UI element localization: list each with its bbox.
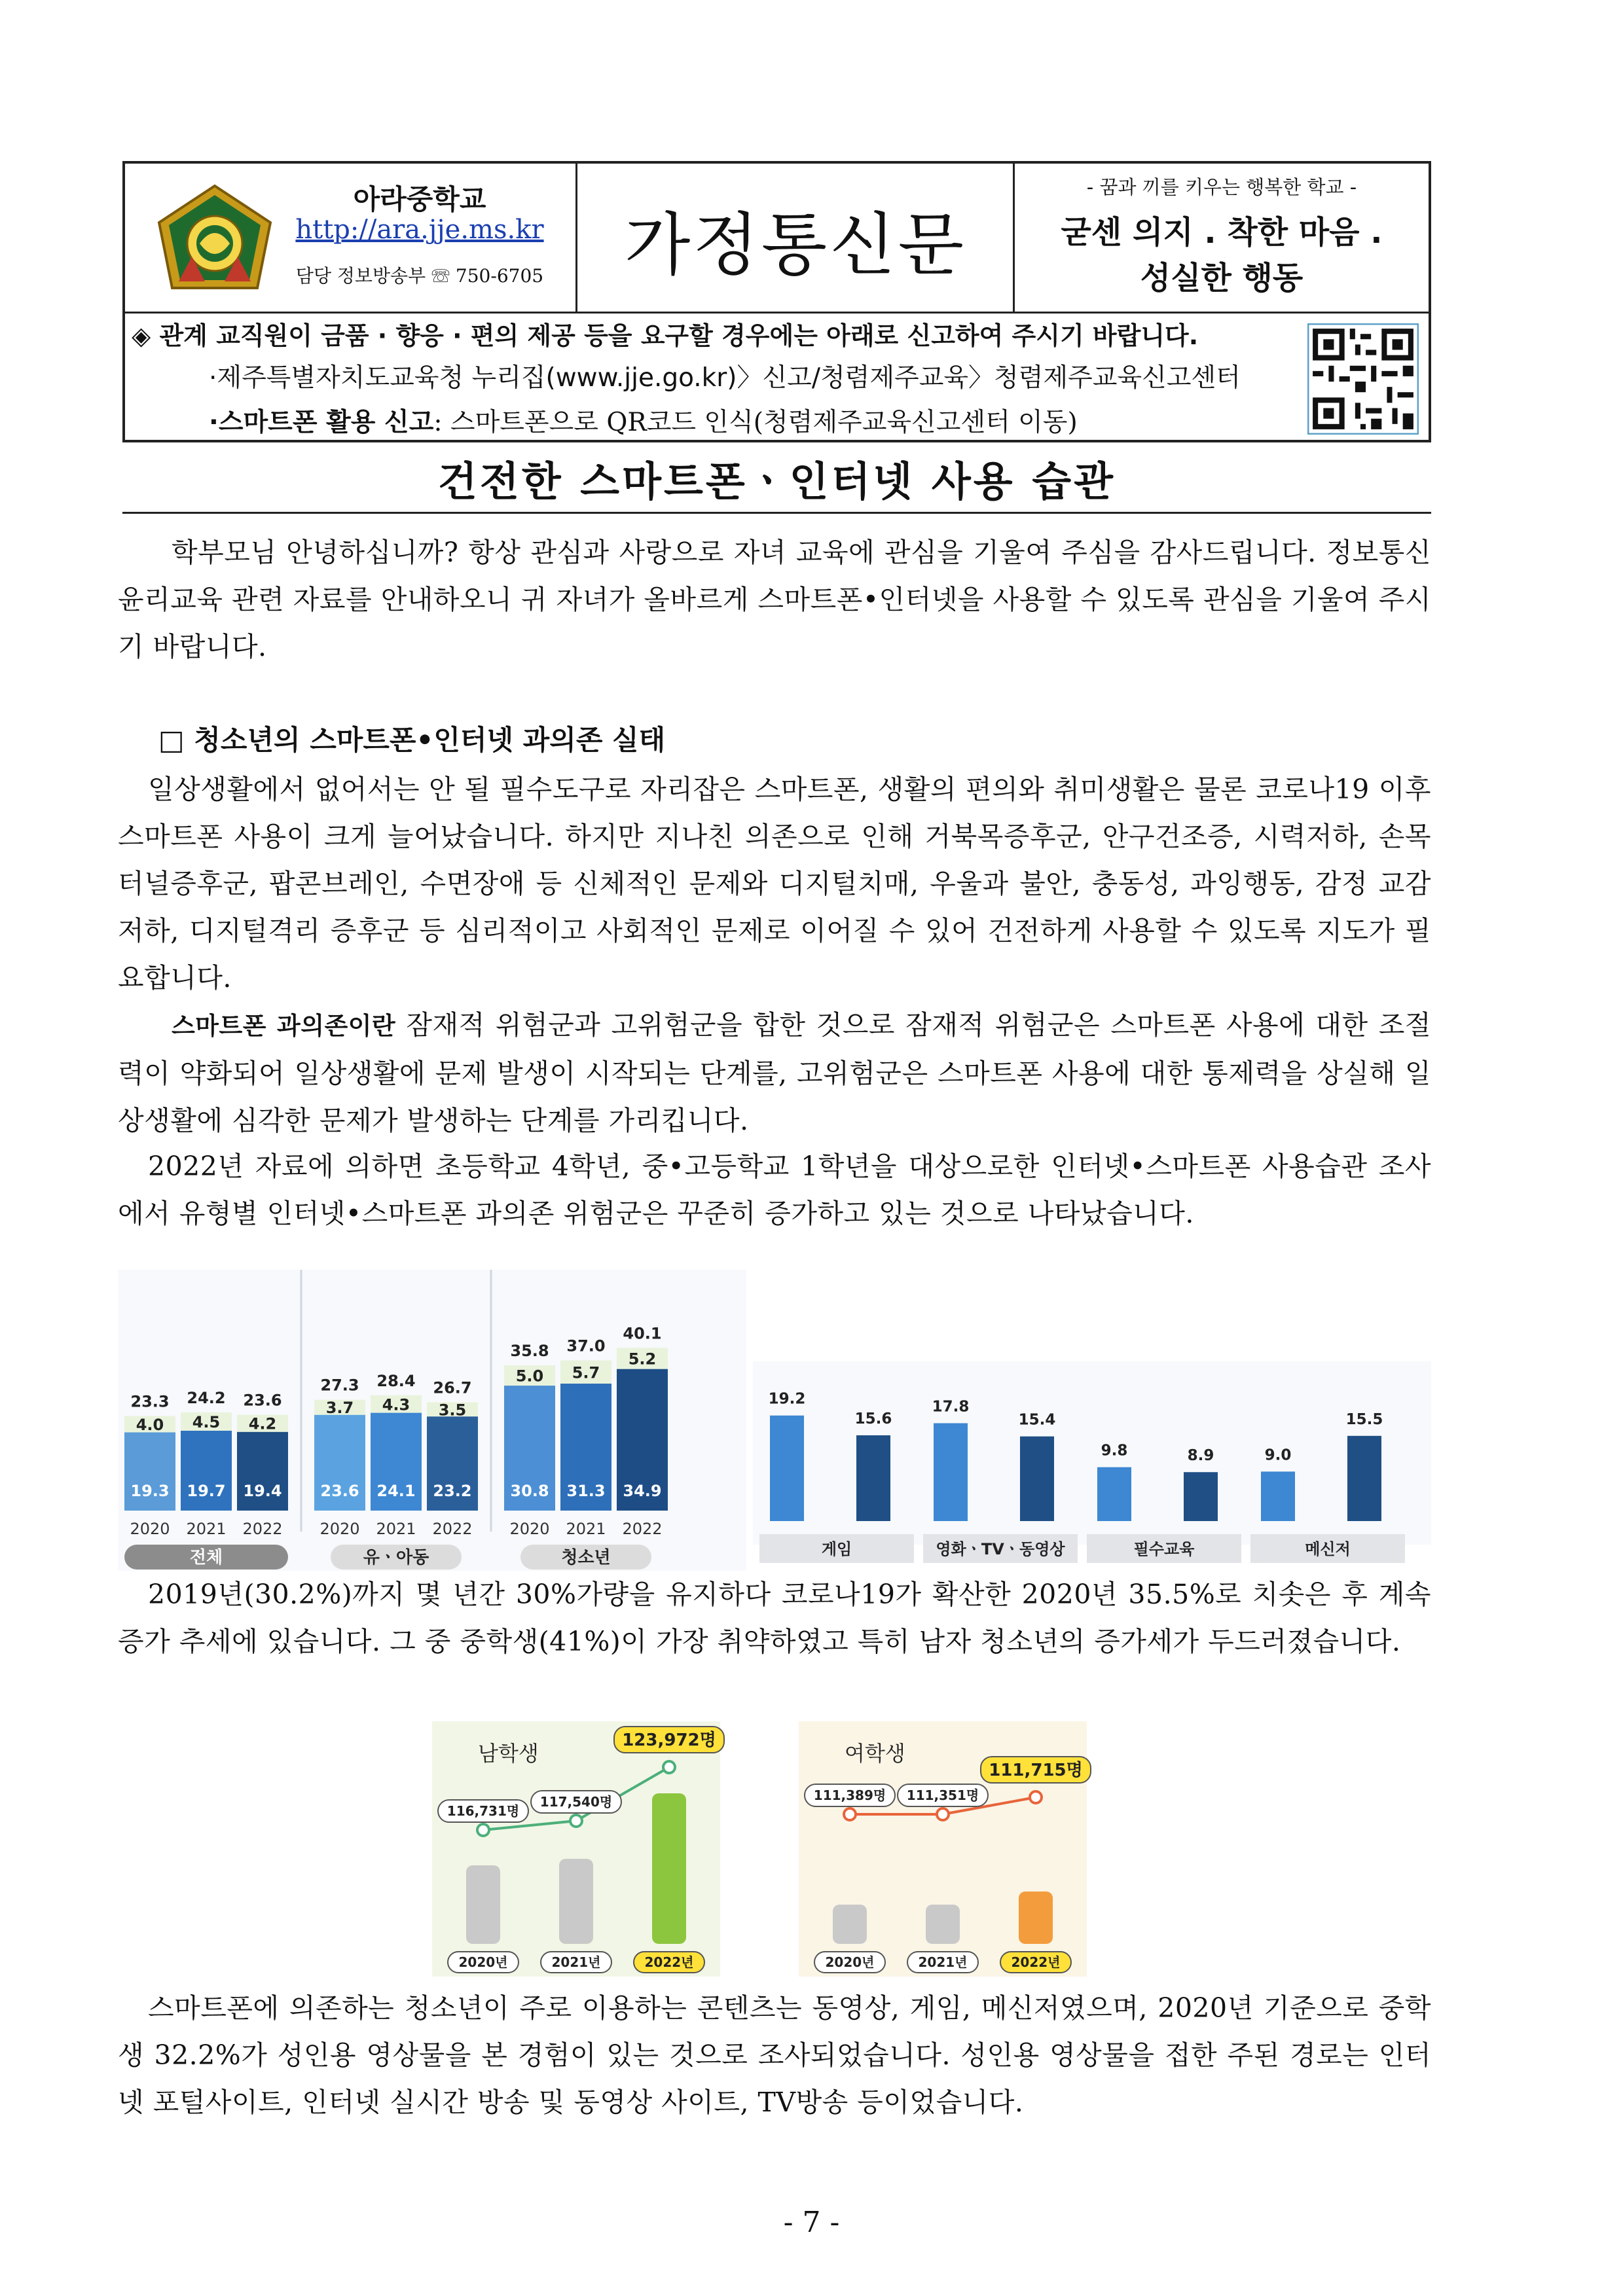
slogan-top: - 꿈과 끼를 키우는 행복한 학교 - [1086,176,1357,198]
chart1-top-label: 4.0 [136,1415,164,1434]
chart1-bottom-label: 34.9 [623,1482,662,1500]
chart1-top-label: 4.2 [248,1414,277,1433]
chart2-background [753,1361,1431,1545]
chart1-year-label: 2022 [242,1520,283,1538]
chart1-bottom-label: 19.7 [187,1482,226,1500]
newsletter-title: 가정통신문 [624,205,967,285]
chart3-year-label: 2021년 [551,1954,601,1970]
chart1-bottom-label: 31.3 [566,1482,606,1500]
chart1-total-label: 26.7 [433,1378,472,1397]
chart2-value-label: 9.8 [1101,1442,1128,1460]
chart1-year-label: 2020 [130,1520,170,1538]
chart1-year-label: 2021 [376,1520,416,1538]
chart-content-usage [753,1361,1431,1571]
chart3-point [844,1808,856,1820]
chart1-top-label: 3.7 [325,1399,354,1418]
school-motto-line1: 굳센 의지 . 착한 마음 . [1061,214,1383,251]
chart1-bottom-label: 30.8 [510,1482,549,1500]
definition-text: 잠재적 위험군과 고위험군을 합한 것으로 잠재적 위험군은 스마트폰 사용에 대한 조절력이 약화되어 일상생활에 문제 발생이 시작되는 단계를, 고위험군은 스마트폰 사용에 대한 통제력을 상실해 일상생활에 심각한 문제가 발생하는 단계를 가리킵니다. [118,1009,1431,1136]
chart3-point [937,1808,949,1820]
chart1-top-label: 5.0 [515,1367,544,1386]
chart1-bottom-label: 24.1 [376,1482,416,1500]
chart2-category-label: 필수교육 [1133,1540,1195,1558]
chart1-total-label: 23.6 [243,1391,282,1410]
chart2-category-label: 메신저 [1305,1540,1351,1558]
chart3-value-label: 111,715명 [989,1761,1083,1780]
chart2-category-label: 게임 [821,1540,852,1558]
chart1-total-label: 27.3 [320,1376,359,1395]
chart-risk-group-by-age [118,1270,746,1571]
smartphone-report-label: ·스마트폰 활용 신고 [209,408,434,437]
school-motto-line2: 성실한 행동 [1140,260,1304,296]
chart3-value-label: 123,972명 [622,1731,716,1750]
definition-term: 스마트폰 과의존이란 [172,1012,396,1040]
chart1-total-label: 40.1 [623,1324,662,1343]
chart2-bar [1097,1467,1131,1521]
chart1-year-label: 2022 [432,1520,473,1538]
intro-paragraph: 학부모님 안녕하십니까? 항상 관심과 사랑으로 자녀 교육에 관심을 기울여 주심을 감사드립니다. 정보통신 윤리교육 관련 자료를 안내하오니 귀 자녀가 올바르게 스마트폰•인터넷을 사용할 수 있도록 관심을 기울여 주시기 바랍니다. [118,537,1431,662]
chart2-bar [1347,1436,1381,1521]
chart2-value-label: 15.4 [1018,1411,1056,1429]
chart1-bottom-label: 19.4 [243,1482,282,1500]
paragraph-content-exposure: 스마트폰에 의존하는 청소년이 주로 이용하는 콘텐츠는 동영상, 게임, 메신저였으며, 2020년 기준으로 중학생 32.2%가 성인용 영상물을 본 경험이 있는 것으로 조사되었습니다. 성인용 영상물을 접한 주된 경로는 인터넷 포털사이트, 인터넷 실시간 방송 및 동영상 사이트, TV방송 등이었습니다. [118,1992,1431,2118]
page-title: 건전한 스마트폰ㆍ인터넷 사용 습관 [437,457,1116,505]
chart2-value-label: 19.2 [768,1390,806,1408]
newsletter-header [122,161,1431,442]
chart2-value-label: 15.5 [1345,1410,1383,1428]
chart1-bottom-label: 23.2 [433,1482,472,1500]
chart2-value-label: 17.8 [932,1398,970,1416]
chart1-group-label: 청소년 [561,1548,611,1568]
chart1-top-label: 4.3 [382,1395,410,1414]
chart2-value-label: 15.6 [854,1410,892,1427]
chart1-group-label: 전체 [189,1548,223,1568]
chart3-panel-label: 여학생 [845,1741,905,1766]
chart3-value-label: 111,389명 [813,1787,886,1803]
chart2-value-label: 9.0 [1264,1446,1292,1464]
chart3-value-label: 117,540명 [539,1794,613,1810]
chart1-total-label: 24.2 [187,1388,226,1407]
chart1-year-label: 2020 [319,1520,360,1538]
chart2-bar [1020,1437,1054,1521]
page-number: - 7 - [783,2206,840,2239]
chart1-year-label: 2021 [566,1520,606,1538]
chart3-year-label: 2022년 [644,1954,694,1970]
chart3-point [477,1824,489,1836]
header-col-line-2 [1013,164,1015,312]
chart-gender-trend [432,1721,1113,1977]
chart3-bar [652,1793,686,1944]
report-notice: ◈ 관계 교직원이 금품 · 향응 · 편의 제공 등을 요구할 경우에는 아래로 신고하여 주시기 바랍니다. [132,321,1199,350]
chart1-total-label: 28.4 [376,1371,416,1390]
school-url-link[interactable]: http://ara.jje.ms.kr [295,215,544,245]
chart1-top-label: 5.7 [572,1363,600,1382]
chart3-point [663,1761,675,1773]
header-col-line-1 [575,164,577,312]
chart1-top-label: 5.2 [628,1350,657,1369]
smartphone-report-desc: : 스마트폰으로 QR코드 인식(청렴제주교육신고센터 이동) [433,408,1078,437]
chart3-bar [1019,1892,1053,1944]
report-notice-line2 [209,402,1322,439]
school-name: 아라중학교 [353,183,486,215]
chart2-bar [1184,1472,1218,1521]
chart1-total-label: 37.0 [566,1336,606,1355]
chart2-bar [934,1423,968,1521]
chart2-bar [1261,1471,1295,1521]
chart1-total-label: 23.3 [130,1392,170,1411]
chart1-year-label: 2022 [622,1520,663,1538]
chart3-bar [833,1905,867,1944]
chart1-top-label: 3.5 [438,1401,467,1420]
chart2-value-label: 8.9 [1187,1447,1214,1465]
chart3-panel-label: 남학생 [478,1741,539,1766]
chart3-bar [559,1859,593,1944]
chart3-bar [466,1865,500,1944]
chart2-category-label: 영화ㆍTVㆍ동영상 [936,1540,1065,1558]
paragraph-survey: 2022년 자료에 의하면 초등학교 4학년, 중•고등학교 1학년을 대상으로한 인터넷•스마트폰 사용습관 조사에서 유형별 인터넷•스마트폰 과의존 위험군은 꾸준히 증가하고 있는 것으로 나타났습니다. [118,1151,1431,1229]
chart3-value-label: 116,731명 [447,1803,520,1819]
chart3-year-label: 2020년 [825,1954,875,1970]
header-divider [125,312,1429,314]
chart3-bar [926,1905,960,1944]
chart3-point [570,1815,582,1827]
section-heading: □ 청소년의 스마트폰•인터넷 과의존 실태 [158,724,666,756]
qr-code-icon[interactable] [1307,323,1419,435]
school-emblem-logo [153,183,277,295]
title-underline [122,512,1431,514]
chart3-year-label: 2020년 [458,1954,508,1970]
chart3-year-label: 2021년 [918,1954,968,1970]
chart1-total-label: 35.8 [510,1342,549,1361]
chart3-year-label: 2022년 [1011,1954,1061,1970]
paragraph-overuse-problems: 일상생활에서 없어서는 안 될 필수도구로 자리잡은 스마트폰, 생활의 편의와 취미생활은 물론 코로나19 이후 스마트폰 사용이 크게 늘어났습니다. 하지만 지나친 의존으로 인해 거북목증후군, 안구건조증, 시력저하, 손목터널증후군, 팝콘브레인, 수면장애 등 신체적인 문제와 디지털치매, 우울과 불안, 충동성, 과잉행동, 감정 교감 저하, 디지털격리 증후군 등 심리적이고 사회적인 문제로 이어질 수 있어 건전하게 사용할 수 있도록 지도가 필요합니다. [118,774,1431,994]
chart1-bottom-label: 23.6 [320,1482,359,1500]
chart1-group-label: 유ㆍ아동 [363,1548,429,1568]
chart3-value-label: 111,351명 [906,1787,979,1803]
chart1-year-label: 2021 [186,1520,227,1538]
chart1-top-label: 4.5 [192,1412,221,1431]
paragraph-trend: 2019년(30.2%)까지 몇 년간 30%가량을 유지하다 코로나19가 확산한 2020년 35.5%로 치솟은 후 계속 증가 추세에 있습니다. 그 중 중학생(41%)이 가장 취약하였고 특히 남자 청소년의 증가세가 두드러졌습니다. [118,1579,1431,1657]
paragraph-definition [118,1001,1431,1144]
chart1-year-label: 2020 [509,1520,550,1538]
chart3-point [1030,1791,1042,1803]
chart2-bar [770,1416,804,1521]
chart1-bottom-label: 19.3 [130,1482,170,1500]
contact-info: 담당 정보방송부 ☏ 750-6705 [295,265,544,287]
report-notice-line1: ·제주특별자치도교육청 누리집(www.jje.go.kr)〉신고/청렴제주교육〉청렴제주교육신고센터 [209,363,1241,393]
chart2-bar [856,1435,890,1521]
